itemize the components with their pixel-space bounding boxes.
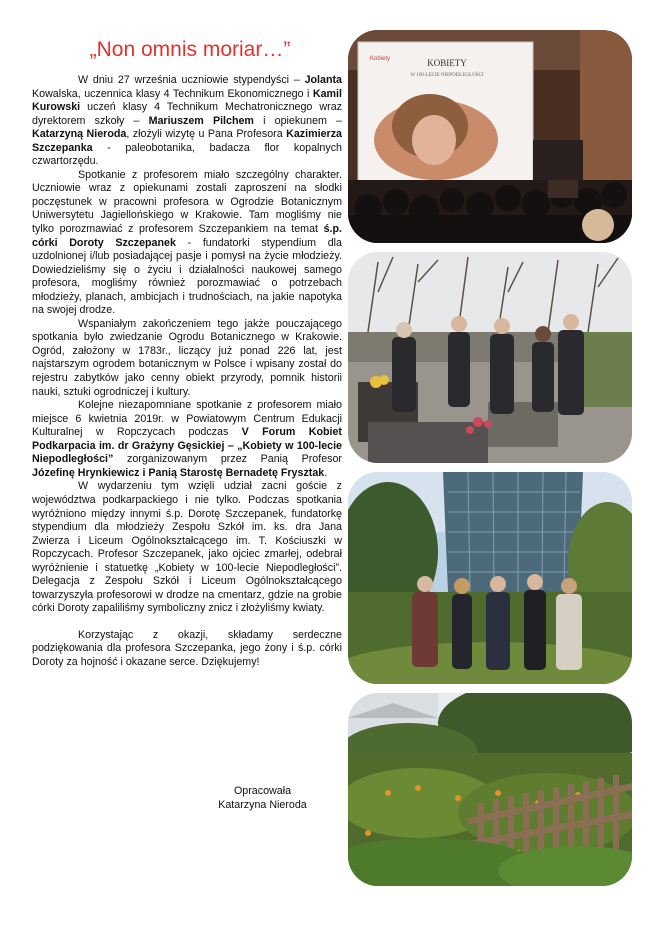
paragraph-bold-text: ś.p. córki Doroty Szczepanek: [32, 223, 342, 249]
paragraph-text: - fundatorki stypendium dla uzdolnionej i/lub posiadającej pasje i pomysł na życie młodzieży. Dowiedzieliśmy się o życiu i działalności naukowej samego profesora, mogliśmy również porozmawiać o potrzebach młodzieży, planach, ambicjach i trudnościach, na jakie napotyka na swojej drodze.: [32, 236, 343, 317]
photo-cemetery-group: [348, 252, 632, 463]
paragraph-bold-text: Katarzyną Nieroda: [32, 128, 127, 141]
paragraph-bold-text: Kamil Kurowski: [32, 87, 342, 114]
article-paragraph: [32, 629, 342, 670]
paragraph-text: .: [324, 466, 328, 479]
paragraph-text: zorganizowanym przez Panią Profesor: [113, 453, 342, 466]
paragraph-bold-text: Mariuszem Pilchem: [148, 114, 254, 127]
photo-garden-fence: [348, 693, 632, 886]
paragraph-bold-text: Jolanta: [304, 74, 342, 86]
article-paragraph: [32, 318, 342, 399]
slide-subtitle: W 100-LECIE NIEPODLEGŁOŚCI: [410, 73, 484, 78]
paragraph-text: Spotkanie z profesorem miało szczególny charakter. Uczniowie wraz z opiekunami zostali zaproszeni na słodki poczęstunek w pracowni profesora w Ogrodzie Botanicznym Uniwersytetu Jagiellońskiego w Krakowie. Tam mogliśmy nie tylko porozmawiać z profesorem Szczepankiem na temat: [32, 168, 342, 236]
paragraph-text: W wydarzeniu tym wzięli udział zacni goście z województwa podkarpackiego i nie tylko. Podczas spotkania wyróżniono między innymi ś.p. Dorotę Szczepanek, fundatorkę stypendium dla młodzieży Zespołu Szkół im. ks. dra Jana Zwierza i Liceum Ogólnokształcącego im. T. Kościuszki w Ropczycach. Profesor Szczepanek, jako ojciec zmarłej, odebrał wyróżnienie i statuetkę „Kobiety w 100-lecie Niepodległości”. Delegacja z Zespołu Szkół i Liceum Ogólnokształcącego towarzyszyła profesorowi w drodze na cmentarz, gdzie na grobie córki Doroty zapaliliśmy symboliczny znicz i złożyliśmy kwiaty.: [32, 480, 342, 615]
article-paragraph: [32, 480, 342, 615]
article-paragraph: [32, 74, 342, 169]
photo-botanical-garden-tower: [348, 472, 632, 684]
paragraph-text: , złożyli wizytę u Pana Profesora: [126, 128, 287, 141]
slide-title: KOBIETY: [427, 58, 467, 68]
paragraph-text: Wspaniałym zakończeniem tego jakże pouczającego spotkania było zwiedzanie Ogrodu Botanicznego w Krakowie. Ogród, założony w 1783r., liczący już ponad 226 lat, jest najstarszym ogrodem botanicznym w Polsce i wpisany został do rejestru zabytków jako cenny obiekt przyrody, pomnik historii nauki, sztuki ogrodniczej i kultury.: [32, 317, 342, 398]
signature-author: Katarzyna Nieroda: [218, 798, 307, 811]
signature-label: Opracowała: [233, 785, 292, 797]
signature: [200, 785, 325, 812]
photo-conference-hall: [348, 30, 632, 243]
paragraph-text: Kolejne niezapomniane spotkanie z profesorem miało miejsce 6 kwietnia 2019r. w Powiatowym Centrum Edukacji Kulturalnej w Ropczycach podczas: [32, 399, 342, 439]
paragraph-text: - paleobotanika, badacza flor kopalnych czwartorzędu.: [32, 141, 342, 168]
paragraph-bold-text: Józefinę Hrynkiewicz i Panią Starostę Bernadetę Frysztak: [32, 466, 325, 479]
article-paragraph: [32, 399, 342, 480]
paragraph-text: Korzystając z okazji, składamy serdeczne podziękowania dla profesora Szczepanka, jego żony i ś.p. córki Doroty za hojność i okazane serce. Dziękujemy!: [32, 628, 342, 668]
paragraph-bold-text: Kazimierza Szczepanka: [32, 128, 342, 154]
paragraph-text: uczeń klasy 4 Technikum Mechatronicznego wraz dyrektorem szkoły –: [32, 101, 342, 127]
paragraph-text: Kowalska, uczennica klasy 4 Technikum Ekonomicznego i: [32, 87, 313, 100]
article-body: [32, 74, 342, 670]
paragraph-text: W dniu 27 września uczniowie stypendyści –: [78, 74, 305, 86]
slide-logo: Kobiety: [370, 56, 391, 62]
article-title: „Non omnis moriar…”: [89, 38, 291, 61]
paragraph-bold-text: V Forum Kobiet Podkarpacia im. dr Grażyny Gęsickiej – „Kobiety w 100-lecie Niepodległości”: [32, 426, 342, 466]
paragraph-text: i opiekunem –: [253, 114, 343, 127]
article-paragraph: [32, 169, 342, 318]
